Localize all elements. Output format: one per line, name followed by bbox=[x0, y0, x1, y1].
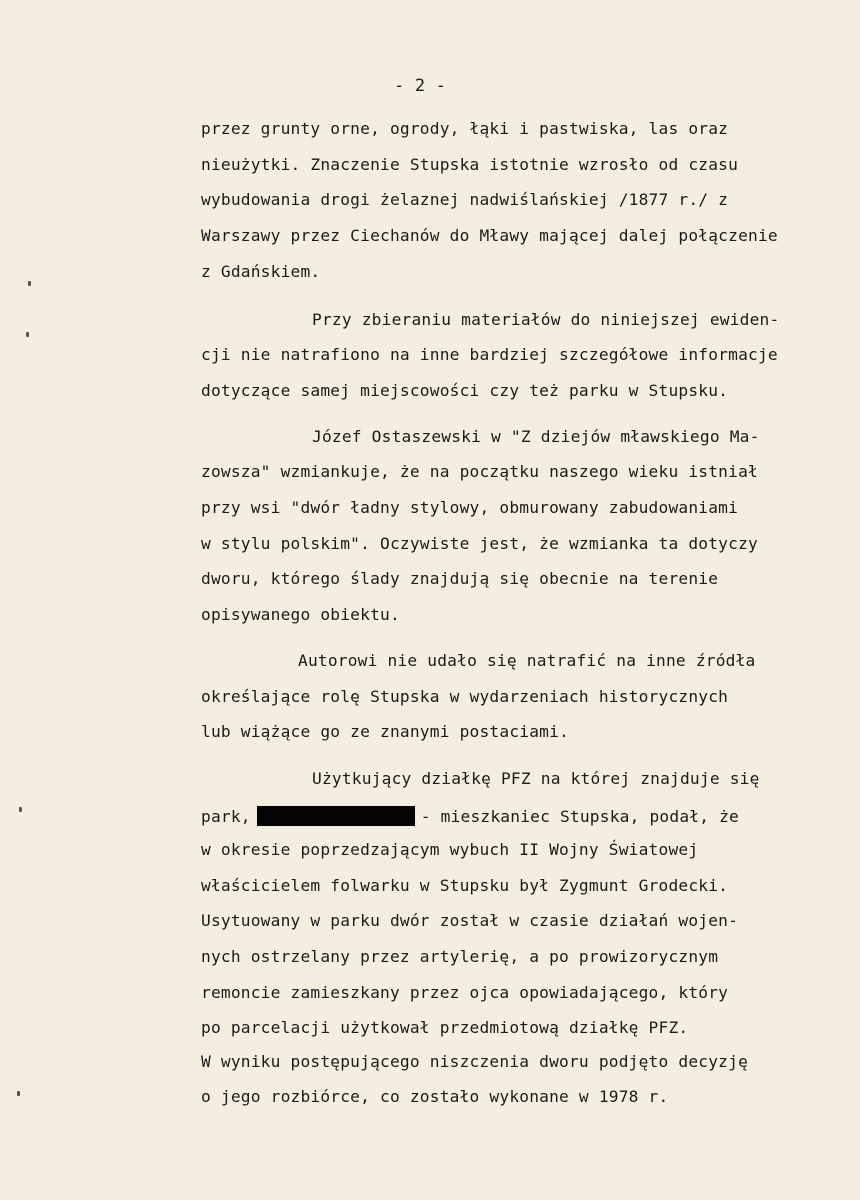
text-fragment: - mieszkaniec Stupska, podał, że bbox=[420, 807, 739, 826]
page-number: - 2 - bbox=[394, 76, 447, 96]
text-line: Usytuowany w parku dwór został w czasie działań wojen- bbox=[201, 911, 739, 930]
text-line: zowsza" wzmiankuje, że na początku naszego wieku istniał bbox=[201, 462, 758, 481]
text-line: Warszawy przez Ciechanów do Mławy mającej dalej połączenie bbox=[201, 226, 778, 245]
text-line: opisywanego obiektu. bbox=[201, 605, 400, 624]
redaction-bar bbox=[257, 806, 415, 826]
text-line: W wyniku postępującego niszczenia dworu podjęto decyzję bbox=[201, 1052, 749, 1071]
text-line: właścicielem folwarku w Stupsku był Zygmunt Grodecki. bbox=[201, 876, 729, 895]
scan-speck bbox=[19, 807, 22, 812]
text-line: przez grunty orne, ogrody, łąki i pastwiska, las oraz bbox=[201, 119, 729, 138]
text-line: Przy zbieraniu materiałów do niniejszej ewiden- bbox=[312, 310, 780, 329]
text-line: Józef Ostaszewski w "Z dziejów mławskiego Ma- bbox=[312, 427, 760, 446]
text-line: Autorowi nie udało się natrafić na inne źródła bbox=[298, 651, 756, 670]
text-line: dworu, którego ślady znajdują się obecnie na terenie bbox=[201, 569, 719, 588]
text-line: wybudowania drogi żelaznej nadwiślańskiej /1877 r./ z bbox=[201, 190, 729, 209]
text-line: nych ostrzelany przez artylerię, a po prowizorycznym bbox=[201, 947, 719, 966]
scan-speck bbox=[17, 1091, 20, 1096]
text-line-with-redaction bbox=[201, 806, 739, 826]
scan-speck bbox=[28, 281, 31, 286]
text-line: określające rolę Stupska w wydarzeniach historycznych bbox=[201, 687, 729, 706]
text-line: w okresie poprzedzającym wybuch II Wojny Światowej bbox=[201, 840, 699, 859]
text-line: nieużytki. Znaczenie Stupska istotnie wzrosło od czasu bbox=[201, 155, 739, 174]
text-line: w stylu polskim". Oczywiste jest, że wzmianka ta dotyczy bbox=[201, 534, 758, 553]
text-line: dotyczące samej miejscowości czy też parku w Stupsku. bbox=[201, 381, 729, 400]
scan-speck bbox=[26, 332, 29, 337]
text-line: o jego rozbiórce, co zostało wykonane w 1978 r. bbox=[201, 1087, 669, 1106]
text-line: cji nie natrafiono na inne bardziej szczegółowe informacje bbox=[201, 345, 778, 364]
text-line: po parcelacji użytkował przedmiotową działkę PFZ. bbox=[201, 1018, 689, 1037]
text-line: remoncie zamieszkany przez ojca opowiadającego, który bbox=[201, 983, 729, 1002]
text-line: z Gdańskiem. bbox=[201, 262, 321, 281]
text-line: Użytkujący działkę PFZ na której znajduje się bbox=[312, 769, 760, 788]
text-line: przy wsi "dwór ładny stylowy, obmurowany zabudowaniami bbox=[201, 498, 739, 517]
text-line: lub wiążące go ze znanymi postaciami. bbox=[201, 722, 569, 741]
text-fragment: park, bbox=[201, 807, 251, 826]
